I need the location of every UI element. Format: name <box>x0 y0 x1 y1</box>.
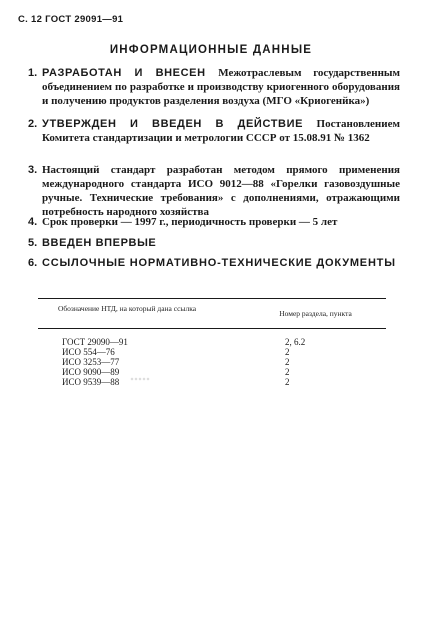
item-heading: ВВЕДЕН ВПЕРВЫЕ <box>42 237 157 249</box>
table-row <box>62 357 382 367</box>
info-item-1 <box>28 66 400 108</box>
item-number: 5. <box>28 237 38 249</box>
info-item-6 <box>28 256 400 270</box>
item-number: 4. <box>28 216 38 228</box>
item-text: ССЫЛОЧНЫЕ НОРМАТИВНО-ТЕХНИЧЕСКИЕ ДОКУМЕНТЫ <box>42 257 396 269</box>
item-number: 2. <box>28 118 38 130</box>
item-number: 1. <box>28 67 38 79</box>
scan-speck <box>130 377 150 381</box>
table-cell-section: 2 <box>285 347 290 357</box>
table-header-rule <box>38 328 386 329</box>
section-title: ИНФОРМАЦИОННЫЕ ДАННЫЕ <box>109 44 313 56</box>
table-cell-document: ИСО 3253—77 <box>62 357 120 367</box>
table-row <box>62 337 382 347</box>
item-text: Межотраслевым государственным объединением по разработке и производству криогенного оборудования и получению продуктов разделения воздуха (МГО «Криогенйка») <box>42 67 401 107</box>
item-heading: РАЗРАБОТАН И ВНЕСЕН <box>42 67 219 79</box>
table-row <box>62 367 382 377</box>
table-row <box>62 377 382 387</box>
page-header: С. 12 ГОСТ 29091—91 <box>18 14 124 25</box>
table-cell-document: ИСО 9539—88 <box>62 377 120 387</box>
info-item-2 <box>28 117 400 145</box>
info-item-3 <box>28 163 400 219</box>
item-text: Срок проверки — 1997 г., периодичность проверки — 5 лет <box>42 216 338 228</box>
table-cell-document: ИСО 554—76 <box>62 347 115 357</box>
info-item-5 <box>28 236 400 250</box>
item-text: Настоящий стандарт разработан методом прямого применения международного стандарта ИСО 9012—88 «Горелки газовоздушные ручные. Технические требования» с дополнениями, отражающими потребность народного хозяйства <box>42 164 400 218</box>
item-number: 3. <box>28 164 38 176</box>
table-cell-section: 2, 6.2 <box>285 337 306 347</box>
table-header-document: Обозначение НТД, на который дана ссылка <box>57 304 197 313</box>
table-cell-document: ГОСТ 29090—91 <box>62 337 128 347</box>
table-cell-document: ИСО 9090—89 <box>62 367 120 377</box>
table-cell-section: 2 <box>285 367 290 377</box>
table-body <box>62 337 382 387</box>
item-heading: УТВЕРЖДЕН И ВВЕДЕН В ДЕЙСТВИЕ <box>42 118 317 130</box>
table-cell-section: 2 <box>285 357 290 367</box>
table-cell-section: 2 <box>285 377 290 387</box>
table-top-rule <box>38 298 386 299</box>
table-row <box>62 347 382 357</box>
info-item-4 <box>28 215 400 229</box>
item-text: Постановлением Комитета стандартизации и метрологии СССР от 15.08.91 № 1362 <box>42 118 400 144</box>
item-number: 6. <box>28 257 38 269</box>
table-header-section: Номер раздела, пункта <box>279 309 352 318</box>
